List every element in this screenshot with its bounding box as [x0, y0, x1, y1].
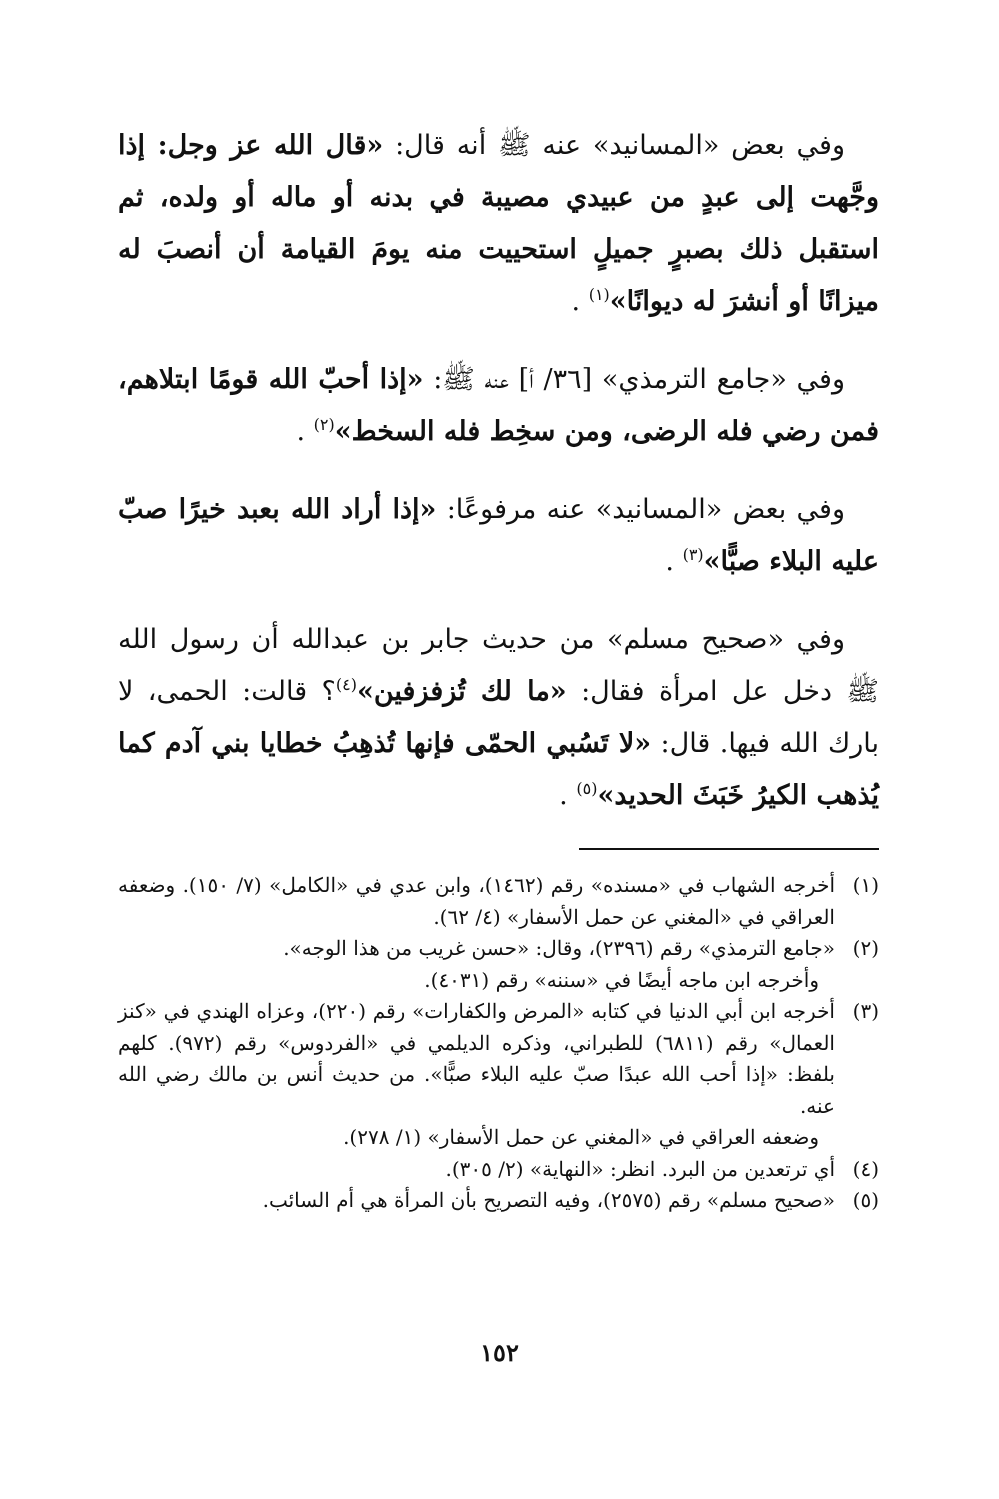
paragraph-3 — [118, 484, 879, 588]
footnote-text-continued: وأخرجه ابن ماجه أيضًا في «سننه» رقم (٤٠٣١). — [424, 967, 819, 992]
footnote-ref[interactable]: (٣) — [682, 545, 704, 564]
footnote-ref[interactable]: (٥) — [576, 779, 598, 798]
footnote-text-main: «جامع الترمذي» رقم (٢٣٩٦)، وقال: «حسن غريب من هذا الوجه». — [283, 936, 835, 960]
paragraph-intro: وفي بعض «المسانيد» عنه ﷺ أنه قال: — [383, 130, 846, 161]
footnote-ref[interactable]: (٤) — [335, 675, 357, 694]
paragraph-middle: ؟ قالت: الحمى، لا بارك الله فيها. قال: — [118, 676, 879, 759]
paragraph-intro: وفي بعض «المسانيد» عنه مرفوعًا: — [436, 494, 845, 525]
paragraph-1 — [118, 120, 879, 328]
paragraph-end: . — [559, 780, 577, 811]
hadith-quote: «ما لك تُزفزفين» — [356, 676, 567, 707]
page-number: ١٥٢ — [480, 1338, 519, 1367]
paragraph-end: . — [296, 416, 314, 447]
paragraph-2 — [118, 354, 879, 458]
paragraph-intro: وفي «صحيح مسلم» من حديث جابر بن عبدالله أن رسول الله ﷺ دخل عل امرأة فقال: — [118, 624, 880, 707]
footnote-item — [118, 1185, 879, 1217]
footnote-item — [118, 996, 879, 1154]
hadith-quote: «لا تَسُبي الحمّى فإنها تُذهِبُ خطايا بني آدم كما يُذهب الكيرُ خَبَثَ الحديد» — [118, 728, 879, 811]
hadith-quote: «قال الله عز وجل: إذا وجَّهت إلى عبدٍ من عبيدي مصيبة في بدنه أو ماله أو ولده، ثم استقبل ذلك بصبرٍ جميلٍ استحييت منه يومَ القيامة أن أنصبَ له ميزانًا أو أنشرَ له ديوانًا» — [118, 130, 879, 317]
footnote-number: (٤) — [852, 1156, 879, 1181]
footnote-ref[interactable]: (٢) — [313, 415, 335, 434]
footnote-number: (٣) — [852, 999, 879, 1023]
footnote-text — [118, 870, 835, 933]
paragraph-end: . — [665, 546, 683, 577]
footnote-text — [118, 1154, 835, 1186]
footnote-text — [118, 1185, 835, 1217]
footnote-divider — [579, 848, 879, 850]
footnote-text-main: أي ترتعدين من البرد. انظر: «النهاية» (٢/ ٣٠٥). — [445, 1156, 835, 1181]
footnote-text-main: أخرجه ابن أبي الدنيا في كتابه «المرض والكفارات» رقم (٢٢٠)، وعزاه الهندي في «كنز العمال» رقم (٦٨١١) للطبراني، وذكره الديلمي في «الفردوس» رقم (٩٧٢). كلهم بلفظ: «إذا أحب الله عبدًا صبّ عليه البلاء صبًّا». من حديث أنس بن مالك رضي الله عنه. — [118, 999, 836, 1118]
footnotes — [118, 870, 879, 1217]
footnote-ref[interactable]: (١) — [588, 285, 610, 304]
hadith-quote: «إذا أراد الله بعبد خيرًا صبّ عليه البلاء صبًّا» — [118, 494, 879, 577]
footnote-number: (٥) — [852, 1188, 879, 1212]
hadith-quote: «إذا أحبّ الله قومًا ابتلاهم، فمن رضي فله الرضى، ومن سخِط فله السخط» — [118, 364, 879, 447]
footnote-text-continued: وضعفه العراقي في «المغني عن حمل الأسفار» (١/ ٢٧٨). — [343, 1125, 819, 1149]
footnote-number: (١) — [852, 873, 879, 897]
paragraph-end: . — [571, 286, 589, 317]
footnote-item — [118, 933, 879, 996]
footnote-item — [118, 1154, 879, 1186]
footnote-number: (٢) — [852, 936, 879, 960]
paragraph-4 — [118, 614, 879, 822]
paragraph-intro: وفي «جامع الترمذي» [٣٦/ أ] عنه ﷺ: — [423, 364, 845, 395]
footnote-text — [118, 996, 835, 1154]
footnote-text — [118, 933, 835, 996]
main-text — [118, 120, 879, 848]
footnote-item — [118, 870, 879, 933]
footnote-text-main: أخرجه الشهاب في «مسنده» رقم (١٤٦٢)، وابن عدي في «الكامل» (٧/ ١٥٠). وضعفه العراقي في «المغني عن حمل الأسفار» (٤/ ٦٢). — [118, 873, 836, 929]
footnote-text-main: «صحيح مسلم» رقم (٢٥٧٥)، وفيه التصريح بأن المرأة هي أم السائب. — [262, 1188, 835, 1212]
